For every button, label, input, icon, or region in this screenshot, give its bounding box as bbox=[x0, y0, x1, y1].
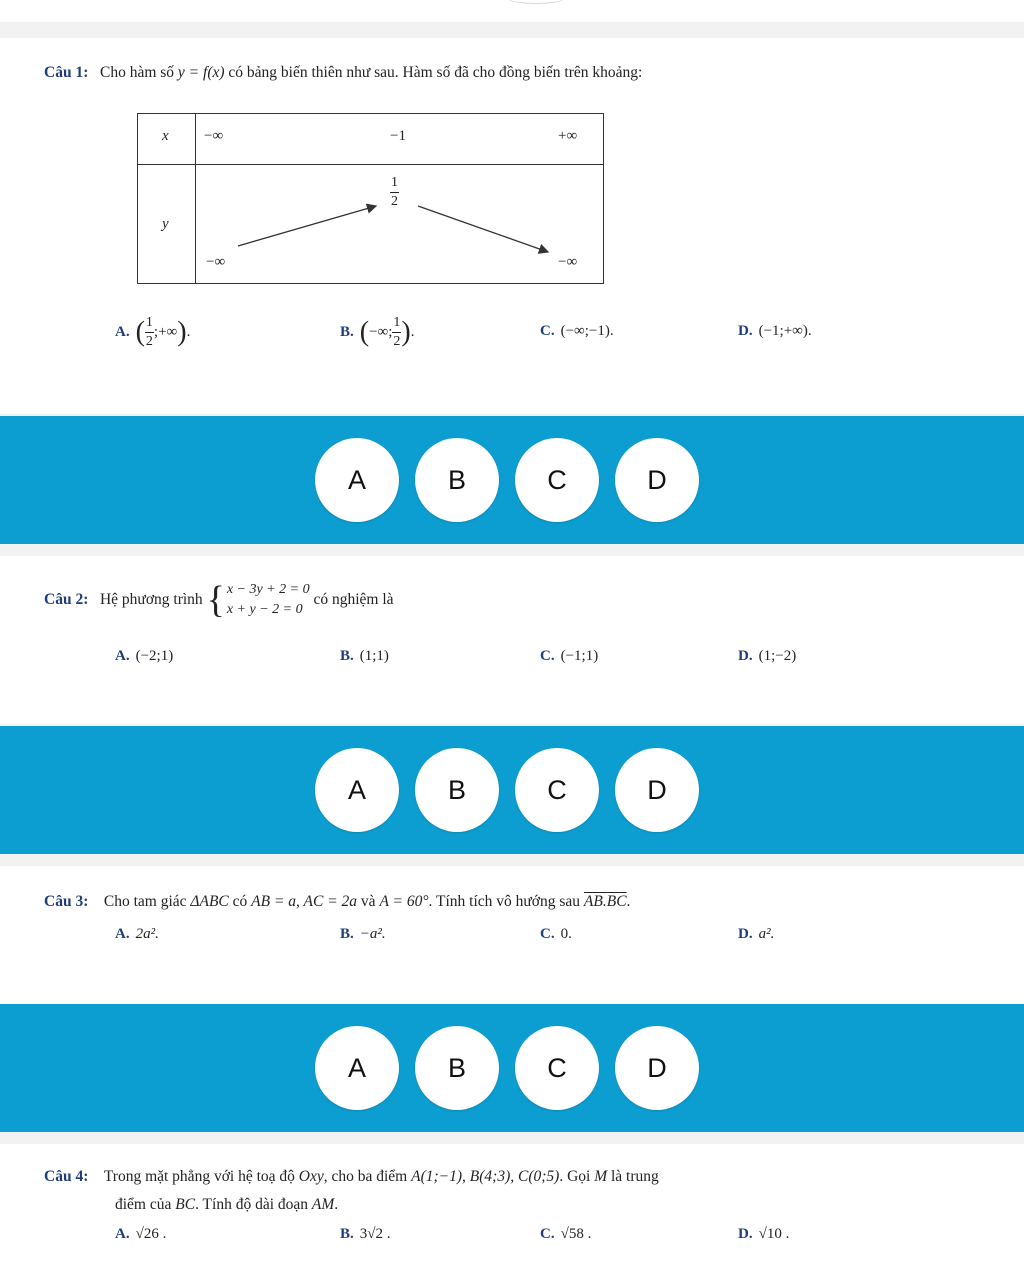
question-1-text bbox=[44, 64, 642, 82]
table-x-value-left: −∞ bbox=[204, 128, 224, 144]
option-value: (1;−2) bbox=[758, 648, 797, 664]
triangle-name: ΔABC bbox=[190, 893, 229, 910]
option-letter: A. bbox=[115, 926, 130, 942]
option-letter: C. bbox=[540, 323, 555, 339]
option-letter: D. bbox=[738, 323, 753, 339]
answer-b-button[interactable]: B bbox=[415, 438, 499, 522]
answer-b-button[interactable]: B bbox=[415, 748, 499, 832]
option-value: (−1;+∞). bbox=[758, 323, 812, 339]
option-value: √26 . bbox=[135, 1226, 167, 1242]
option-value: (−2;1) bbox=[135, 648, 174, 664]
table-y-max-num: 1 bbox=[390, 176, 399, 193]
table-x-value-right: +∞ bbox=[558, 128, 578, 144]
option-letter: D. bbox=[738, 1226, 753, 1242]
question-3-option-b bbox=[340, 926, 386, 943]
table-arrows bbox=[138, 114, 605, 285]
question-3-option-a bbox=[115, 926, 159, 943]
option-value: √10 . bbox=[758, 1226, 790, 1242]
question-1-label: Câu 1: bbox=[44, 64, 89, 81]
option-letter: A. bbox=[115, 1226, 130, 1242]
table-y-label: y bbox=[162, 216, 169, 232]
question-4-text-2b: . Tính độ dài đoạn bbox=[195, 1196, 309, 1213]
option-frac-den: 2 bbox=[145, 334, 153, 349]
answer-band-2 bbox=[0, 726, 1024, 854]
question-3-text-5: . bbox=[626, 893, 631, 910]
equation-system: { x − 3y + 2 = 0 x + y − 2 = 0 bbox=[206, 579, 310, 621]
option-letter: A. bbox=[115, 648, 130, 664]
answer-band-3 bbox=[0, 1004, 1024, 1132]
vector-product: AB.BC bbox=[583, 893, 627, 910]
answer-buttons-1 bbox=[315, 416, 715, 544]
option-frac-num: 1 bbox=[145, 316, 154, 333]
question-1-option-a: A. ( $\frac{1}{2}$ ;+∞). bbox=[115, 315, 191, 349]
answer-a-button[interactable]: A bbox=[315, 1026, 399, 1110]
answer-a-button[interactable]: A bbox=[315, 748, 399, 832]
table-y-max-den: 2 bbox=[391, 194, 398, 209]
question-4-option-b bbox=[340, 1226, 391, 1243]
angle-a: A = 60° bbox=[379, 893, 429, 910]
answer-c-button[interactable]: C bbox=[515, 748, 599, 832]
table-y-right: −∞ bbox=[558, 254, 578, 270]
question-4-label: Câu 4: bbox=[44, 1168, 89, 1185]
question-2-option-a bbox=[115, 648, 173, 665]
question-4-text-2c: . bbox=[334, 1196, 339, 1213]
question-4-text-1c: . Gọi bbox=[559, 1168, 591, 1185]
option-value: (1;1) bbox=[359, 648, 389, 664]
option-letter: B. bbox=[340, 1226, 354, 1242]
answer-buttons-3 bbox=[315, 1004, 715, 1132]
axes-name: Oxy bbox=[298, 1168, 324, 1185]
option-end: . bbox=[186, 323, 191, 340]
top-divider bbox=[506, 0, 566, 4]
question-4-option-d bbox=[738, 1226, 789, 1243]
option-letter: C. bbox=[540, 926, 555, 942]
option-value: 2a². bbox=[135, 926, 159, 942]
segment-am: AM bbox=[311, 1196, 335, 1213]
question-4-text-1a: Trong mặt phẳng với hệ toạ độ bbox=[103, 1168, 295, 1185]
question-2-text-1: Hệ phương trình bbox=[99, 591, 203, 608]
answer-a-button[interactable]: A bbox=[315, 438, 399, 522]
side-lengths: AB = a, AC = 2a bbox=[251, 893, 358, 910]
equation-2: x + y − 2 = 0 bbox=[226, 602, 303, 617]
question-4-line-2 bbox=[115, 1196, 338, 1214]
option-letter: D. bbox=[738, 648, 753, 664]
question-4-option-c bbox=[540, 1226, 591, 1243]
option-value: 0. bbox=[560, 926, 572, 942]
question-2-text bbox=[44, 580, 394, 620]
question-2-option-c bbox=[540, 648, 598, 665]
question-4-option-a bbox=[115, 1226, 166, 1243]
option-tail: ;+∞ bbox=[153, 323, 178, 340]
question-3-text-3: và bbox=[360, 893, 376, 910]
top-bar bbox=[0, 0, 1024, 22]
decreasing-arrow bbox=[418, 206, 548, 252]
option-letter: B. bbox=[340, 648, 354, 664]
option-end: . bbox=[410, 323, 415, 340]
question-3-label: Câu 3: bbox=[44, 893, 89, 910]
question-4-line-1 bbox=[44, 1168, 659, 1186]
point-m: M bbox=[594, 1168, 608, 1185]
option-head: −∞; bbox=[369, 323, 393, 340]
table-x-label: x bbox=[162, 128, 169, 144]
equation-1: x − 3y + 2 = 0 bbox=[226, 582, 310, 597]
variation-table bbox=[137, 113, 604, 284]
question-2-option-d bbox=[738, 648, 796, 665]
question-3-text bbox=[44, 893, 630, 911]
points-list: A(1;−1), B(4;3), C(0;5) bbox=[411, 1168, 560, 1185]
question-1-text-2: có bảng biến thiên như sau. Hàm số đã cho đồng biến trên khoảng: bbox=[228, 64, 643, 81]
option-value: √58 . bbox=[560, 1226, 592, 1242]
option-letter: D. bbox=[738, 926, 753, 942]
question-4-text-1b: , cho ba điểm bbox=[323, 1168, 408, 1185]
question-4-text-1d: là trung bbox=[610, 1168, 659, 1185]
question-3-text-2: có bbox=[232, 893, 248, 910]
answer-c-button[interactable]: C bbox=[515, 1026, 599, 1110]
answer-d-button[interactable]: D bbox=[615, 438, 699, 522]
question-2-text-2: có nghiệm là bbox=[313, 591, 394, 608]
answer-buttons-2 bbox=[315, 726, 715, 854]
option-letter: C. bbox=[540, 648, 555, 664]
option-value: 3√2 . bbox=[359, 1226, 391, 1242]
option-value: −a². bbox=[359, 926, 386, 942]
answer-d-button[interactable]: D bbox=[615, 748, 699, 832]
option-frac-den: 2 bbox=[393, 334, 401, 349]
question-2-label: Câu 2: bbox=[44, 591, 89, 608]
question-1-text-1: Cho hàm số bbox=[99, 64, 175, 81]
option-letter: B. bbox=[340, 926, 354, 942]
table-x-value-mid: −1 bbox=[390, 128, 406, 144]
option-letter: B. bbox=[340, 323, 354, 340]
question-3-option-d bbox=[738, 926, 774, 943]
answer-band-1 bbox=[0, 416, 1024, 544]
increasing-arrow bbox=[238, 206, 376, 246]
option-letter: A. bbox=[115, 323, 130, 340]
question-1-option-b: B. (−∞; $\frac{1}{2}$ ). bbox=[340, 315, 415, 349]
question-1-option-c bbox=[540, 323, 614, 340]
option-value: a². bbox=[758, 926, 775, 942]
option-letter: C. bbox=[540, 1226, 555, 1242]
question-1-option-d bbox=[738, 323, 812, 340]
table-y-left: −∞ bbox=[206, 254, 226, 270]
answer-c-button[interactable]: C bbox=[515, 438, 599, 522]
question-1-function: y = f(x) bbox=[177, 64, 225, 81]
option-value: (−1;1) bbox=[560, 648, 599, 664]
option-value: (−∞;−1). bbox=[560, 323, 614, 339]
option-frac-num: 1 bbox=[392, 316, 401, 333]
question-3-text-1: Cho tam giác bbox=[103, 893, 187, 910]
question-3-text-4: . Tính tích vô hướng sau bbox=[428, 893, 581, 910]
question-2-option-b bbox=[340, 648, 389, 665]
answer-d-button[interactable]: D bbox=[615, 1026, 699, 1110]
answer-b-button[interactable]: B bbox=[415, 1026, 499, 1110]
question-3-option-c bbox=[540, 926, 572, 943]
question-4-text-2a: điểm của bbox=[115, 1196, 172, 1213]
segment-bc: BC bbox=[175, 1196, 196, 1213]
